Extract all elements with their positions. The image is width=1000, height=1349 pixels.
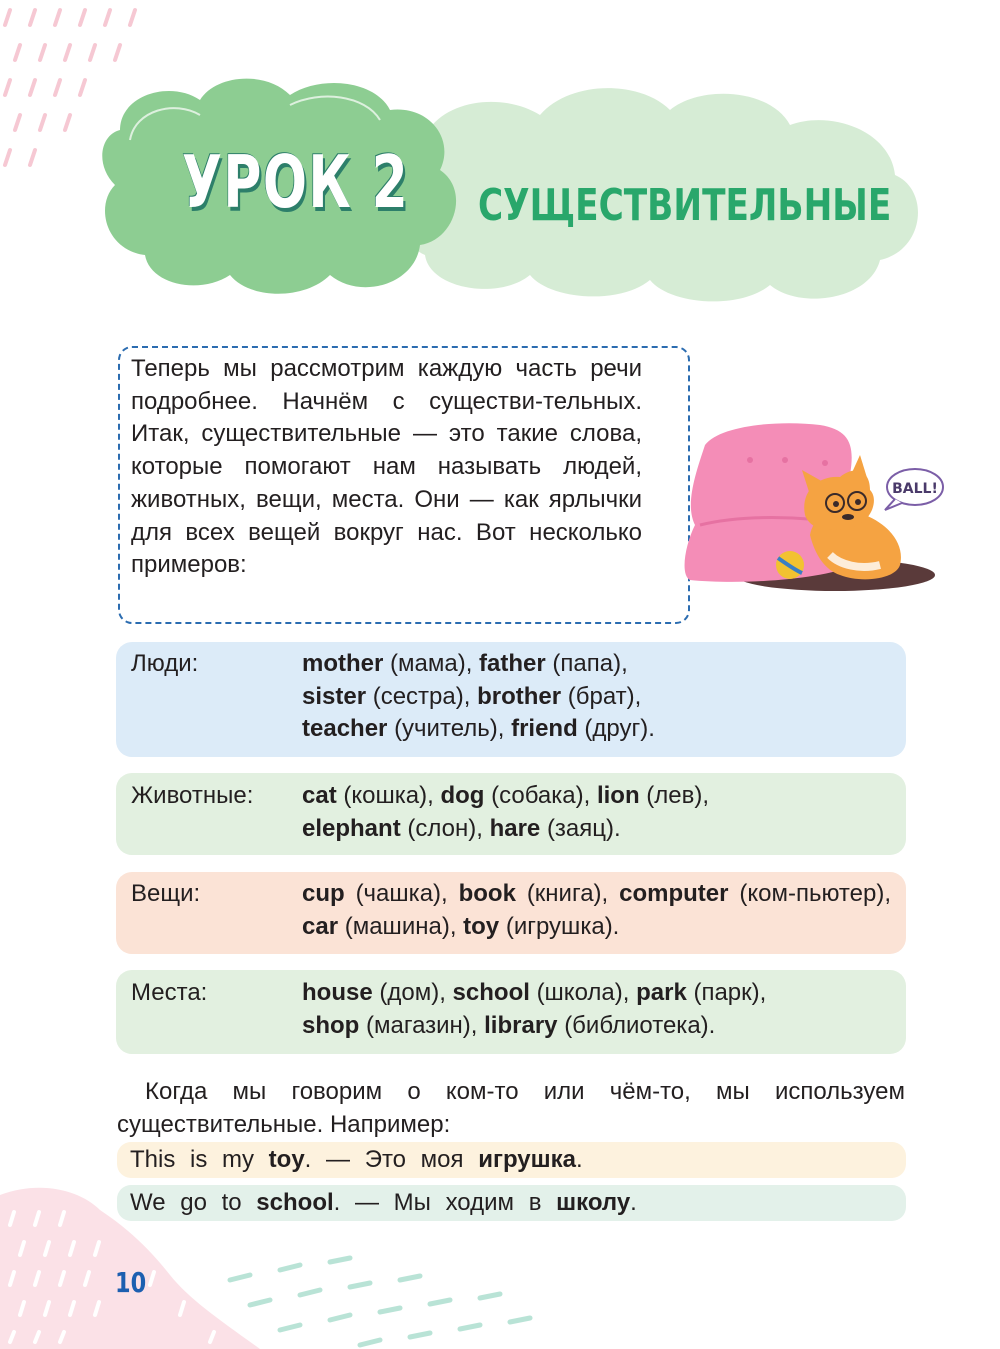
word: dog (440, 782, 485, 809)
word: park (636, 979, 687, 1006)
translation: (школа), (536, 979, 630, 1006)
example-en: We go to (130, 1189, 242, 1216)
translation: (игрушка). (505, 912, 620, 940)
example-end: . (576, 1146, 583, 1173)
word: computer (619, 880, 729, 907)
word: teacher (302, 715, 388, 742)
word: car (302, 912, 339, 940)
corgi-illustration (680, 415, 950, 605)
word: brother (477, 682, 562, 710)
example-sentence (130, 1142, 583, 1178)
speech-bubble-text: BALL! (892, 481, 938, 497)
word: toy (463, 912, 500, 940)
translation: (парк), (693, 979, 767, 1006)
translation: (магазин), (366, 1011, 478, 1039)
example-en-bold: school (256, 1189, 334, 1216)
word: shop (302, 1011, 360, 1039)
category-animals-items (302, 780, 891, 845)
example-dash: . — (333, 1189, 379, 1216)
category-places-label: Места: (131, 979, 208, 1006)
example-ru-bold: игрушка (478, 1146, 577, 1173)
translation: (дом), (379, 979, 446, 1006)
translation: (собака), (491, 782, 591, 809)
word: mother (302, 650, 384, 677)
translation: (библиотека). (564, 1011, 716, 1039)
translation: (машина), (344, 912, 457, 940)
page-number: 10 (115, 1266, 147, 1299)
category-things-items (302, 878, 891, 943)
word: book (458, 880, 516, 907)
example-dash: . — (304, 1146, 351, 1173)
word: school (452, 979, 530, 1006)
translation: (друг). (584, 715, 655, 742)
translation: (лев), (646, 782, 710, 809)
word: cup (302, 880, 345, 907)
translation: (учитель), (394, 715, 505, 742)
category-animals-label: Животные: (131, 782, 254, 809)
category-things-label: Вещи: (131, 880, 201, 907)
translation: (папа), (552, 650, 628, 677)
word: lion (596, 782, 640, 809)
category-people-items (302, 648, 891, 746)
word: cat (302, 782, 337, 809)
example-en-bold: toy (268, 1146, 305, 1173)
example-ru: Мы ходим в (393, 1189, 542, 1216)
word: father (479, 650, 546, 677)
translation: (мама), (390, 650, 473, 677)
translation: (сестра), (372, 682, 471, 710)
translation: (книга), (526, 880, 609, 907)
word: sister (302, 682, 367, 710)
example-ru-bold: школу (556, 1189, 631, 1216)
example-en: This is my (130, 1146, 254, 1173)
word: elephant (302, 814, 401, 842)
lesson-title: СУЩЕСТВИТЕЛЬНЫЕ (478, 180, 892, 231)
word: house (302, 979, 373, 1006)
translation: (кошка), (343, 782, 434, 809)
word: library (484, 1011, 558, 1039)
translation: (чашка), (355, 880, 448, 907)
category-people-label: Люди: (131, 650, 199, 677)
teal-dash-pattern-bottom (230, 1258, 530, 1345)
translation: (заяц). (546, 814, 621, 842)
word: hare (489, 814, 541, 842)
translation: (брат), (567, 682, 642, 710)
examples-intro: Когда мы говорим о ком-то или чём-то, мы используем существительные. Например: (117, 1078, 905, 1138)
example-end: . (630, 1189, 637, 1216)
intro-text: Теперь мы рассмотрим каждую часть речи подробнее. Начнём с существи-тельных. Итак, существительные — это такие слова, которые помогают нам называть людей, животных, вещи, места. Они — как ярлычки для всех вещей вокруг нас. Вот несколько примеров: (131, 355, 642, 579)
example-sentence (130, 1185, 637, 1221)
example-ru: Это моя (364, 1146, 464, 1173)
lesson-label: УРОК 2 (182, 140, 410, 224)
translation: (слон), (407, 814, 483, 842)
translation: (ком-пьютер), (739, 880, 891, 907)
word: friend (511, 715, 578, 742)
category-places-items (302, 977, 891, 1042)
